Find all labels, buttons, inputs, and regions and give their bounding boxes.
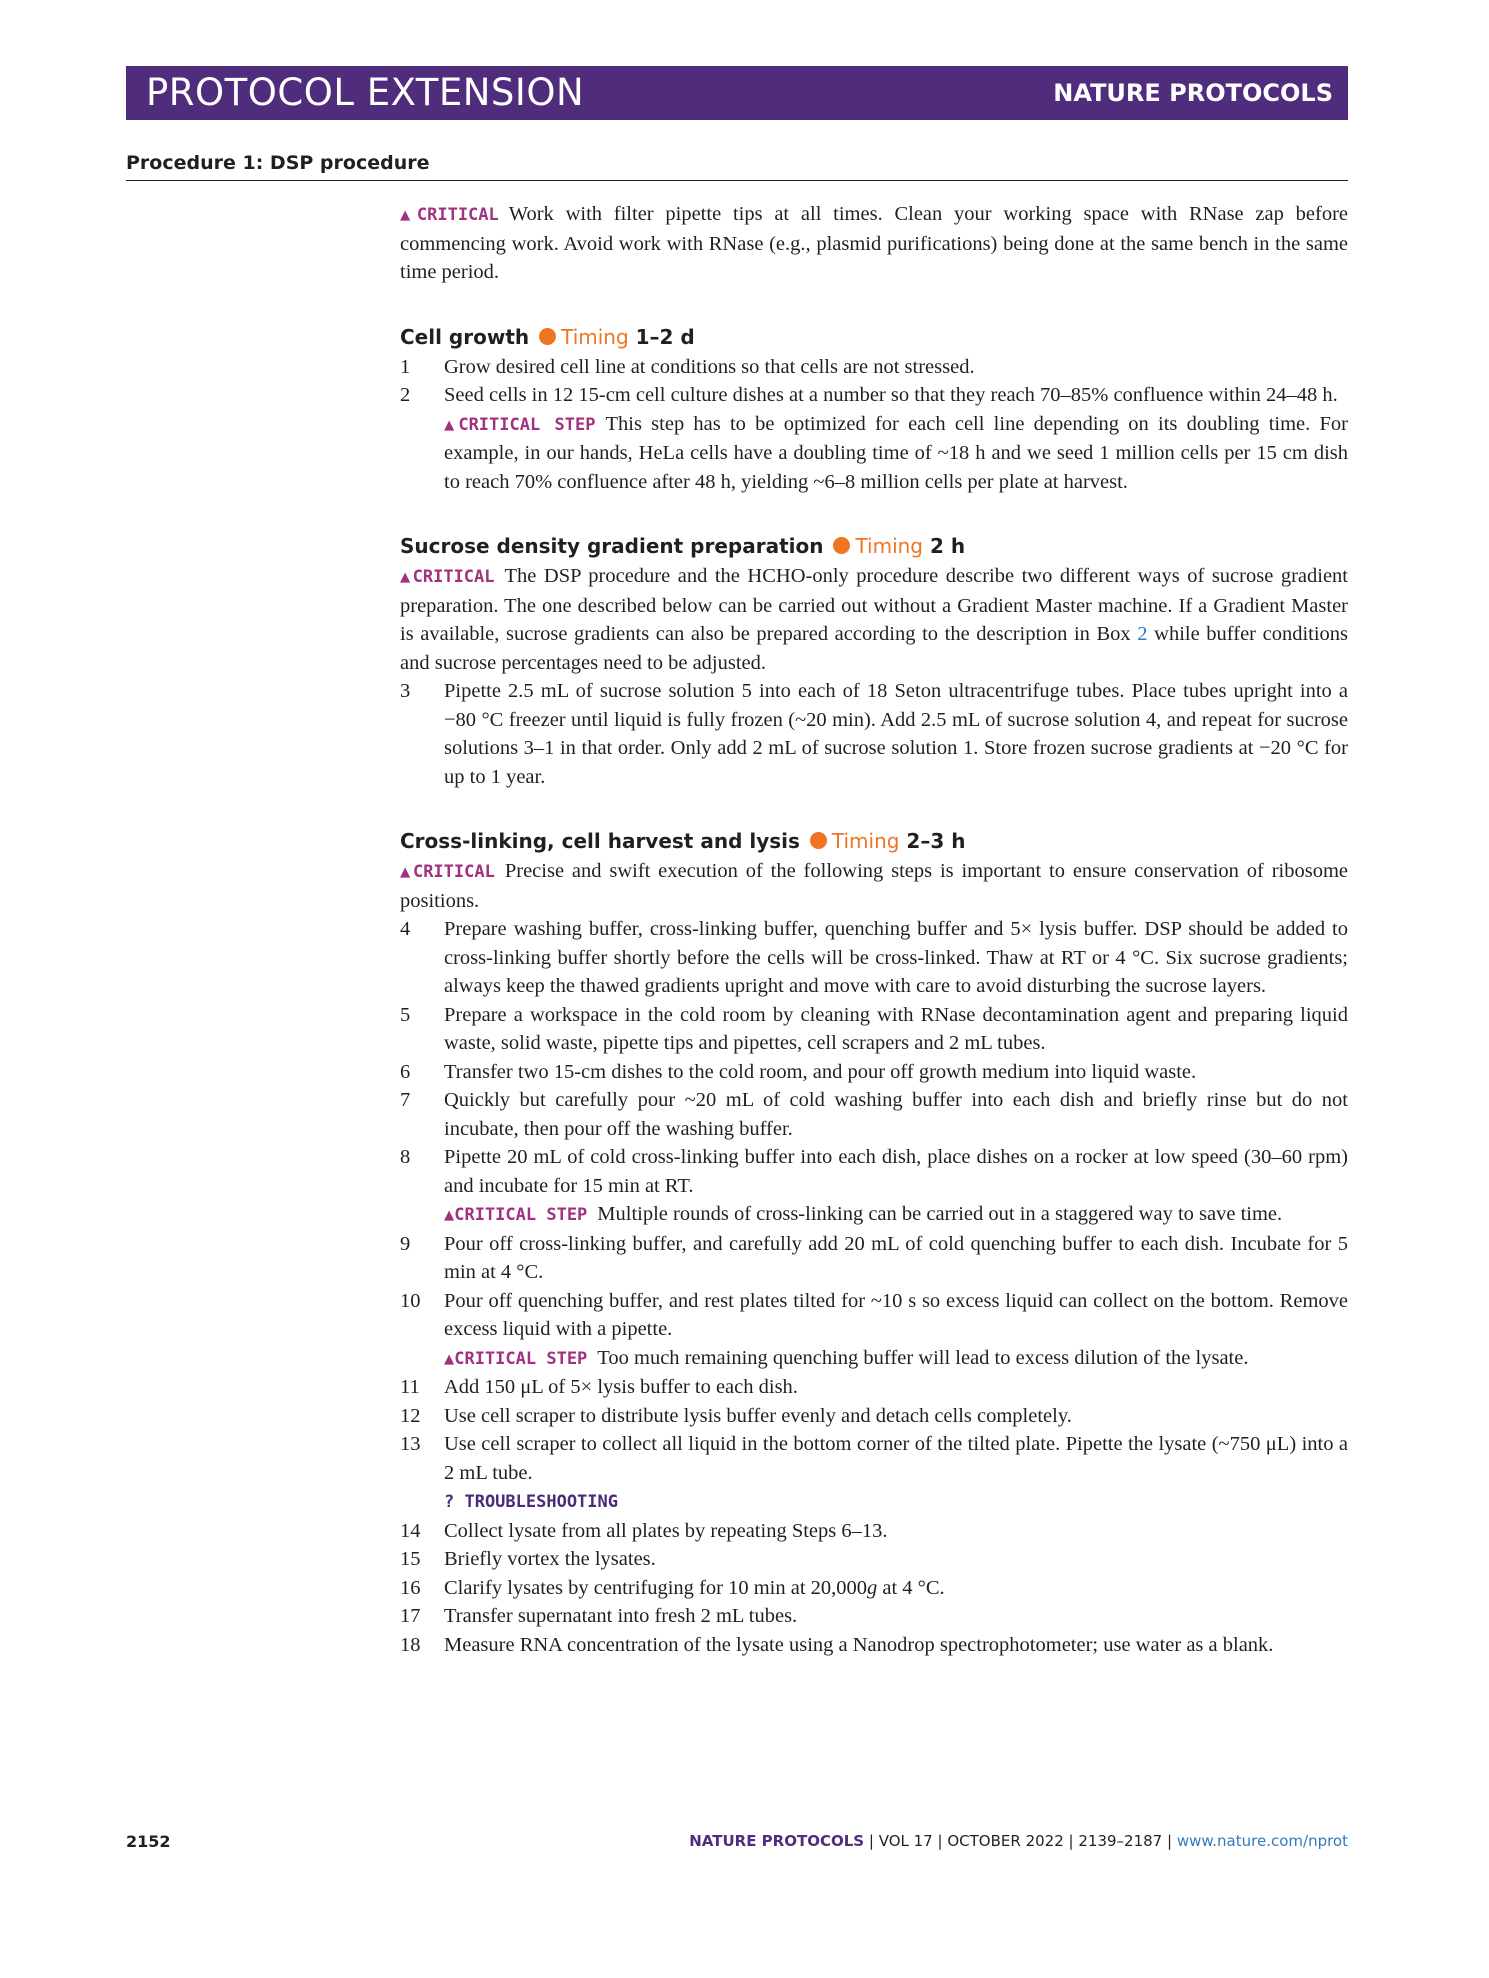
step-17: 17 Transfer supernatant into fresh 2 mL tubes. [400, 1605, 798, 1627]
timing-dot-icon [810, 832, 827, 849]
section-heading-cell-growth: Cell growth Timing 1–2 d [400, 324, 695, 349]
step-15: 15 Briefly vortex the lysates. [400, 1548, 656, 1570]
critical-step-note: ▲CRITICAL STEP Too much remaining quenching buffer will lead to excess dilution of the lysate. [444, 1346, 1249, 1369]
timing-value: 1–2 d [635, 324, 695, 349]
step-3: 3 Pipette 2.5 mL of sucrose solution 5 into each of 18 Seton ultracentrifuge tubes. Place tubes upright into a −80 °C freezer until liquid is fully frozen (~20 min). Add 2.5 mL of sucrose solution 4, and repeat for sucrose solutions 3–1 in that order. Only add 2 mL of sucrose solution 1. Store frozen sucrose gradients at −20 °C for up to 1 year. [400, 680, 1348, 788]
sucrose-critical: ▲CRITICAL The DSP procedure and the HCHO-only procedure describe two different ways of sucrose gradient preparation. The one described below can be carried out without a Gradient Master machine. If a Gradient Master is available, sucrose gradients can also be prepared according to the description in Box 2 while buffer conditions and sucrose percentages need to be adjusted. [400, 565, 1349, 674]
page-number: 2152 [126, 1832, 171, 1851]
step-14: 14 Collect lysate from all plates by repeating Steps 6–13. [400, 1519, 888, 1542]
journal-url-link[interactable]: www.nature.com/nprot [1176, 1832, 1348, 1850]
step-13: 13 Use cell scraper to collect all liquid in the bottom corner of the tilted plate. Pipette the lysate (~750 μL) into a 2 mL tube. ? TROUBLESHOOTING [400, 1430, 1348, 1517]
troubleshooting-link[interactable]: ? TROUBLESHOOTING [444, 1492, 618, 1512]
timing-value: 2–3 h [906, 829, 966, 853]
journal-name: NATURE PROTOCOLS [1053, 79, 1333, 107]
step-11: 11 Add 150 μL of 5× lysis buffer to each dish. [400, 1376, 798, 1398]
critical-label: ▲CRITICAL [400, 205, 499, 225]
critical-step-note: ▲CRITICAL STEP This step has to be optimized for each cell line depending on its doubling time. For example, in our hands, HeLa cells have a doubling time of ~18 h and we seed 1 million cells per 15 cm dish to reach 70% confluence after 48 h, yielding ~6–8 million cells per plate at harvest. [444, 412, 1348, 493]
step-18: 18 Measure RNA concentration of the lysate using a Nanodrop spectrophotometer; use water as a blank. [400, 1633, 1274, 1656]
footer-citation: NATURE PROTOCOLS | VOL 17 | OCTOBER 2022 | 2139–2187 | www.nature.com/nprot [689, 1832, 1348, 1850]
step-7: 7 Quickly but carefully pour ~20 mL of cold washing buffer into each dish and briefly rinse but do not incubate, then pour off the washing buffer. [400, 1089, 1348, 1140]
step-6: 6 Transfer two 15-cm dishes to the cold room, and pour off growth medium into liquid waste. [400, 1060, 1197, 1083]
step-4: 4 Prepare washing buffer, cross-linking buffer, quenching buffer and 5× lysis buffer. DSP should be added to cross-linking buffer shortly before the cells will be cross-linked. Thaw at RT or 4 °C. Six sucrose gradients; always keep the thawed gradients upright and move with care to avoid disturbing the sucrose layers. [400, 918, 1348, 997]
step-5: 5 Prepare a workspace in the cold room by cleaning with RNase decontamination agent and preparing liquid waste, solid waste, pipette tips and pipettes, cell scrapers and 2 mL tubes. [400, 1003, 1348, 1054]
timing-label: Timing [831, 829, 900, 853]
step-16: 16 Clarify lysates by centrifuging for 10 min at 20,000g at 4 °C. [400, 1576, 945, 1599]
timing-dot-icon [833, 537, 850, 554]
section-heading-sucrose: Sucrose density gradient preparation Timing 2 h [400, 534, 966, 558]
crosslinking-critical: ▲CRITICAL Precise and swift execution of the following steps is important to ensure conservation of ribosome positions. [400, 860, 1348, 912]
step-10: 10 Pour off quenching buffer, and rest plates tilted for ~10 s so excess liquid can collect on the bottom. Remove excess liquid with a pipette. ▲CRITICAL STEP Too much remaining quenching buffer will lead to excess dilution of the lysate. [400, 1287, 1348, 1374]
step-1: 1 Grow desired cell line at conditions so that cells are not stressed. [400, 355, 975, 378]
step-12: 12 Use cell scraper to distribute lysis buffer evenly and detach cells completely. [400, 1404, 1072, 1427]
section-type: PROTOCOL EXTENSION [146, 71, 585, 114]
intro-critical: ▲CRITICAL Work with filter pipette tips at all times. Clean your working space with RNase zap before commencing work. Avoid work with RNase (e.g., plasmid purifications) being done at the same bench in the same time period. [400, 203, 1348, 283]
timing-label: Timing [855, 534, 924, 558]
procedure-body [400, 200, 1348, 1659]
title-rule [126, 180, 1348, 181]
header-banner [126, 66, 1348, 120]
step-2: 2 Seed cells in 12 15-cm cell culture dishes at a number so that they reach 70–85% confluence within 24–48 h. ▲CRITICAL STEP This step has to be optimized for each cell line depending on its doubling time. For example, in our hands, HeLa cells have a doubling time of ~18 h and we seed 1 million cells per 15 cm dish to reach 70% confluence after 48 h, yielding ~6–8 million cells per plate at harvest. [400, 381, 1348, 496]
timing-dot-icon [539, 328, 556, 345]
box-reference-link[interactable]: 2 [1137, 623, 1148, 645]
section-heading-crosslinking: Cross-linking, cell harvest and lysis Timing 2–3 h [400, 829, 966, 853]
step-9: 9 Pour off cross-linking buffer, and carefully add 20 mL of cold quenching buffer to each dish. Incubate for 5 min at 4 °C. [400, 1232, 1348, 1283]
step-8: 8 Pipette 20 mL of cold cross-linking buffer into each dish, place dishes on a rocker at low speed (30–60 rpm) and incubate for 15 min at RT. ▲CRITICAL STEP Multiple rounds of cross-linking can be carried out in a staggered way to save time. [400, 1143, 1348, 1230]
procedure-title: Procedure 1: DSP procedure [126, 152, 430, 174]
timing-value: 2 h [929, 534, 966, 558]
critical-step-note: ▲CRITICAL STEP Multiple rounds of cross-linking can be carried out in a staggered way to save time. [444, 1203, 1283, 1225]
timing-label: Timing [561, 324, 629, 349]
